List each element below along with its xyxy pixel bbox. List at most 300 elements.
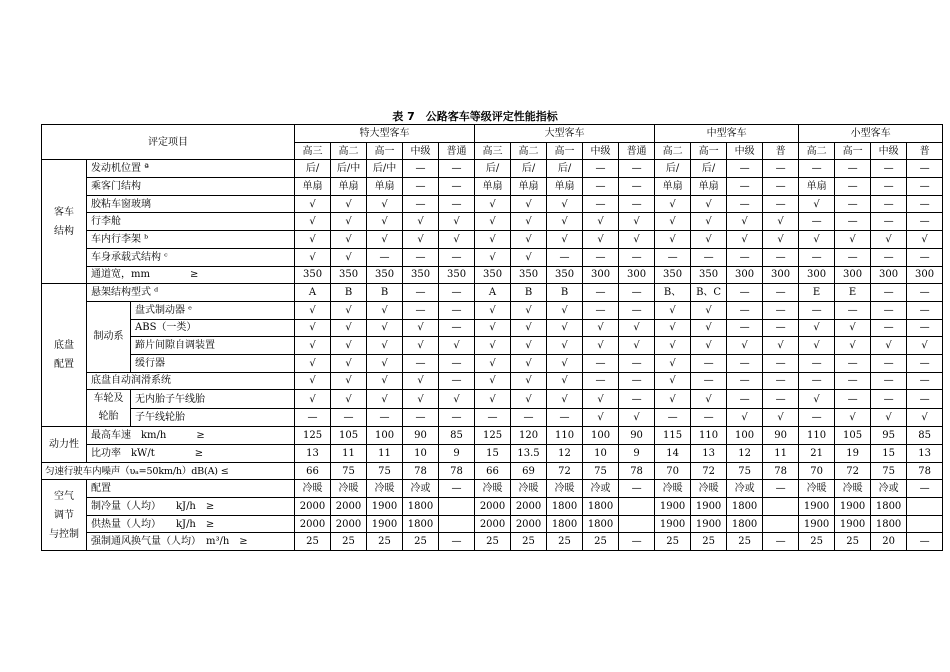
- table-cell: —: [439, 301, 475, 319]
- table-cell: 2000: [331, 515, 367, 533]
- table-cell: 单扇: [691, 178, 727, 196]
- table-row: [42, 319, 943, 337]
- table-cell: √: [511, 248, 547, 266]
- table-cell: —: [727, 354, 763, 372]
- header-group: 大型客车: [475, 125, 655, 143]
- table-cell: —: [439, 354, 475, 372]
- table-cell: 单扇: [511, 178, 547, 196]
- table-cell: 13: [691, 445, 727, 463]
- table-cell: —: [799, 248, 835, 266]
- table-cell: √: [439, 213, 475, 231]
- row-label: 最高车速 km/h ≥: [87, 427, 295, 445]
- table-cell: √: [331, 301, 367, 319]
- table-cell: 后/: [295, 160, 331, 178]
- table-cell: —: [763, 390, 799, 409]
- table-cell: 78: [763, 462, 799, 480]
- table-cell: 300: [871, 266, 907, 284]
- table-cell: —: [583, 372, 619, 390]
- table-cell: 9: [619, 445, 655, 463]
- table-cell: 110: [547, 427, 583, 445]
- table-cell: —: [367, 248, 403, 266]
- table-cell: —: [835, 178, 871, 196]
- table-cell: 冷暖: [655, 480, 691, 498]
- table-row: [42, 231, 943, 249]
- row-label: 悬架结构型式 ᵈ: [87, 284, 295, 302]
- header-grade: 高二: [331, 142, 367, 160]
- table-cell: —: [799, 372, 835, 390]
- table-cell: —: [583, 178, 619, 196]
- table-cell: 2000: [511, 515, 547, 533]
- table-cell: —: [331, 408, 367, 427]
- table-cell: —: [403, 195, 439, 213]
- table-cell: 13.5: [511, 445, 547, 463]
- table-cell: √: [691, 319, 727, 337]
- table-cell: √: [655, 390, 691, 409]
- table-row: [42, 462, 943, 480]
- table-cell: —: [871, 195, 907, 213]
- table-cell: —: [439, 408, 475, 427]
- table-cell: —: [763, 354, 799, 372]
- table-cell: √: [511, 319, 547, 337]
- table-cell: 25: [799, 533, 835, 551]
- table-cell: √: [295, 301, 331, 319]
- table-cell: —: [403, 160, 439, 178]
- table-cell: √: [367, 213, 403, 231]
- table-row: [42, 301, 943, 319]
- table-cell: —: [871, 372, 907, 390]
- table-cell: 单扇: [331, 178, 367, 196]
- table-cell: √: [547, 195, 583, 213]
- table-cell: 85: [439, 427, 475, 445]
- table-cell: √: [691, 337, 727, 355]
- table-cell: √: [727, 337, 763, 355]
- table-cell: —: [727, 372, 763, 390]
- table-cell: 冷或: [871, 480, 907, 498]
- table-cell: 后/中: [367, 160, 403, 178]
- table-cell: 2000: [475, 515, 511, 533]
- table-cell: —: [439, 178, 475, 196]
- header-grade: 普通: [439, 142, 475, 160]
- table-cell: √: [403, 337, 439, 355]
- header-grade: 高二: [655, 142, 691, 160]
- table-cell: 1800: [403, 515, 439, 533]
- table-cell: √: [439, 390, 475, 409]
- table-cell: —: [367, 408, 403, 427]
- table-row: [42, 427, 943, 445]
- table-cell: 105: [835, 427, 871, 445]
- row-label: 蹄片间隙自调装置: [131, 337, 295, 355]
- table-cell: √: [331, 354, 367, 372]
- table-cell: 25: [511, 533, 547, 551]
- table-cell: √: [403, 231, 439, 249]
- table-cell: 1800: [727, 498, 763, 516]
- table-row: [42, 408, 943, 427]
- table-cell: √: [655, 301, 691, 319]
- header-grade: 高一: [691, 142, 727, 160]
- table-cell: —: [619, 354, 655, 372]
- table-cell: 75: [871, 462, 907, 480]
- table-cell: √: [331, 337, 367, 355]
- table-cell: √: [547, 301, 583, 319]
- table-cell: —: [403, 284, 439, 302]
- table-cell: 1800: [871, 515, 907, 533]
- table-cell: —: [691, 354, 727, 372]
- table-cell: —: [907, 301, 943, 319]
- table-cell: 25: [691, 533, 727, 551]
- table-cell: 冷或: [727, 480, 763, 498]
- table-cell: 15: [871, 445, 907, 463]
- table-cell: √: [511, 231, 547, 249]
- header-grade: 高三: [475, 142, 511, 160]
- table-cell: 300: [799, 266, 835, 284]
- table-cell: 1800: [871, 498, 907, 516]
- table-cell: √: [547, 319, 583, 337]
- table-cell: 1900: [799, 515, 835, 533]
- table-cell: —: [835, 372, 871, 390]
- table-cell: A: [475, 284, 511, 302]
- table-cell: —: [763, 319, 799, 337]
- row-label: ABS（一类）: [131, 319, 295, 337]
- table-row: [42, 515, 943, 533]
- table-cell: √: [511, 301, 547, 319]
- table-cell: [763, 515, 799, 533]
- table-cell: √: [475, 354, 511, 372]
- table-cell: —: [835, 390, 871, 409]
- table-cell: 100: [367, 427, 403, 445]
- table-cell: —: [727, 390, 763, 409]
- table-cell: 后/中: [331, 160, 367, 178]
- table-cell: —: [763, 301, 799, 319]
- table-cell: 后/: [511, 160, 547, 178]
- table-cell: √: [475, 213, 511, 231]
- table-cell: 350: [547, 266, 583, 284]
- table-cell: 72: [691, 462, 727, 480]
- header-group: 特大型客车: [295, 125, 475, 143]
- table-cell: √: [655, 337, 691, 355]
- table-title: 表 7 公路客车等级评定性能指标: [392, 110, 558, 123]
- table-cell: B、: [655, 284, 691, 302]
- table-cell: 单扇: [655, 178, 691, 196]
- subcategory-wheel-line: 轮胎: [98, 411, 119, 423]
- table-cell: √: [619, 213, 655, 231]
- table-cell: √: [331, 390, 367, 409]
- table-cell: —: [907, 533, 943, 551]
- subcategory-brake: 制动系: [87, 301, 131, 372]
- table-cell: 78: [439, 462, 475, 480]
- table-cell: —: [871, 301, 907, 319]
- table-row: [42, 533, 943, 551]
- table-cell: 20: [871, 533, 907, 551]
- table-cell: √: [691, 301, 727, 319]
- table-cell: 1900: [691, 515, 727, 533]
- table-cell: 1900: [691, 498, 727, 516]
- table-cell: 300: [583, 266, 619, 284]
- table-cell: —: [727, 248, 763, 266]
- table-cell: —: [439, 284, 475, 302]
- table-cell: 15: [475, 445, 511, 463]
- row-label: 乘客门结构: [87, 178, 295, 196]
- table-cell: 冷暖: [295, 480, 331, 498]
- table-cell: —: [763, 195, 799, 213]
- table-cell: —: [907, 213, 943, 231]
- table-cell: √: [763, 213, 799, 231]
- table-cell: [439, 515, 475, 533]
- row-label: 无内胎子午线胎: [131, 390, 295, 409]
- table-cell: —: [907, 354, 943, 372]
- table-cell: √: [547, 372, 583, 390]
- header-grade: 普: [907, 142, 943, 160]
- table-cell: 单扇: [475, 178, 511, 196]
- table-cell: 78: [907, 462, 943, 480]
- table-cell: √: [295, 195, 331, 213]
- table-cell: √: [583, 213, 619, 231]
- table-cell: 115: [655, 427, 691, 445]
- table-cell: —: [871, 160, 907, 178]
- table-cell: √: [367, 354, 403, 372]
- table-cell: 25: [295, 533, 331, 551]
- header-grade: 普通: [619, 142, 655, 160]
- table-cell: √: [331, 319, 367, 337]
- table-cell: √: [475, 231, 511, 249]
- table-cell: —: [871, 390, 907, 409]
- table-row: [42, 284, 943, 302]
- table-cell: 72: [547, 462, 583, 480]
- table-cell: 冷暖: [367, 480, 403, 498]
- table-cell: √: [835, 319, 871, 337]
- table-cell: —: [727, 195, 763, 213]
- table-cell: —: [907, 178, 943, 196]
- table-cell: —: [655, 408, 691, 427]
- table-cell: √: [547, 213, 583, 231]
- table-cell: √: [727, 213, 763, 231]
- category-body-structure-line: 客车: [54, 206, 74, 218]
- table-cell: —: [403, 248, 439, 266]
- table-cell: √: [475, 372, 511, 390]
- table-cell: 70: [655, 462, 691, 480]
- header-grade: 高一: [367, 142, 403, 160]
- table-cell: —: [835, 213, 871, 231]
- table-cell: √: [367, 195, 403, 213]
- table-cell: 2000: [295, 515, 331, 533]
- table-cell: [763, 498, 799, 516]
- table-cell: 冷或: [403, 480, 439, 498]
- table-cell: 300: [907, 266, 943, 284]
- row-label: 配置: [87, 480, 295, 498]
- table-cell: 1800: [583, 515, 619, 533]
- table-cell: —: [439, 319, 475, 337]
- table-row: [42, 178, 943, 196]
- table-cell: 300: [763, 266, 799, 284]
- table-cell: √: [655, 372, 691, 390]
- table-cell: —: [727, 284, 763, 302]
- table-cell: —: [763, 533, 799, 551]
- table-cell: 120: [511, 427, 547, 445]
- table-cell: √: [619, 231, 655, 249]
- table-cell: 75: [331, 462, 367, 480]
- table-cell: √: [835, 231, 871, 249]
- table-cell: —: [295, 408, 331, 427]
- table-cell: √: [511, 195, 547, 213]
- table-row: [42, 195, 943, 213]
- table-cell: 单扇: [367, 178, 403, 196]
- table-cell: √: [691, 195, 727, 213]
- table-cell: —: [907, 372, 943, 390]
- table-cell: 110: [799, 427, 835, 445]
- table-cell: —: [439, 480, 475, 498]
- table-cell: —: [871, 284, 907, 302]
- table-cell: 冷暖: [691, 480, 727, 498]
- table-cell: 75: [727, 462, 763, 480]
- table-cell: √: [295, 231, 331, 249]
- table-row: [42, 498, 943, 516]
- table-cell: √: [439, 337, 475, 355]
- header-grade: 高二: [799, 142, 835, 160]
- table-cell: —: [763, 160, 799, 178]
- row-label: 子午线轮胎: [131, 408, 295, 427]
- table-cell: √: [799, 319, 835, 337]
- table-cell: 300: [727, 266, 763, 284]
- table-cell: √: [331, 195, 367, 213]
- table-cell: √: [907, 337, 943, 355]
- table-cell: √: [871, 337, 907, 355]
- table-cell: —: [619, 178, 655, 196]
- table-cell: —: [907, 248, 943, 266]
- table-cell: 25: [475, 533, 511, 551]
- table-cell: √: [331, 213, 367, 231]
- table-cell: √: [547, 231, 583, 249]
- table-cell: √: [655, 354, 691, 372]
- table-cell: —: [691, 248, 727, 266]
- table-cell: √: [583, 319, 619, 337]
- table-cell: 85: [907, 427, 943, 445]
- table-cell: —: [619, 533, 655, 551]
- header-grade: 高三: [295, 142, 331, 160]
- table-cell: √: [367, 337, 403, 355]
- table-cell: 冷暖: [835, 480, 871, 498]
- table-cell: 110: [691, 427, 727, 445]
- table-cell: —: [403, 178, 439, 196]
- category-chassis-line: 配置: [54, 359, 74, 371]
- table-cell: —: [835, 195, 871, 213]
- table-cell: √: [511, 372, 547, 390]
- table-cell: √: [583, 390, 619, 409]
- table-cell: —: [619, 160, 655, 178]
- table-row: [42, 213, 943, 231]
- row-label: 胶粘车窗玻璃: [87, 195, 295, 213]
- table-cell: 350: [295, 266, 331, 284]
- table-cell: 1800: [547, 515, 583, 533]
- table-cell: √: [835, 337, 871, 355]
- table-cell: √: [763, 337, 799, 355]
- subcategory-wheel-line: 车轮及: [93, 393, 124, 405]
- table-cell: —: [691, 372, 727, 390]
- table-cell: —: [871, 178, 907, 196]
- table-cell: √: [295, 213, 331, 231]
- table-cell: √: [295, 372, 331, 390]
- table-cell: √: [655, 195, 691, 213]
- table-cell: —: [619, 248, 655, 266]
- row-label: 车内行李架 ᵇ: [87, 231, 295, 249]
- category-chassis-line: 底盘: [54, 340, 74, 352]
- table-cell: —: [619, 480, 655, 498]
- row-label-noise: 匀速行驶车内噪声（υₐ=50km/h）dB(A) ≤: [42, 462, 295, 480]
- table-cell: —: [907, 284, 943, 302]
- table-cell: 25: [547, 533, 583, 551]
- table-row: [42, 445, 943, 463]
- table-cell: √: [475, 301, 511, 319]
- table-cell: 19: [835, 445, 871, 463]
- table-cell: A: [295, 284, 331, 302]
- table-cell: 11: [367, 445, 403, 463]
- table-cell: √: [511, 354, 547, 372]
- table-cell: √: [475, 337, 511, 355]
- table-cell: √: [403, 390, 439, 409]
- table-cell: 350: [439, 266, 475, 284]
- table-cell: 后/: [691, 160, 727, 178]
- table-cell: 300: [835, 266, 871, 284]
- table-cell: 冷暖: [511, 480, 547, 498]
- row-label: 通道宽，mm ≥: [87, 266, 295, 284]
- table-cell: B: [367, 284, 403, 302]
- category-air-conditioning-line: 空气: [54, 490, 74, 502]
- row-label: 行李舱: [87, 213, 295, 231]
- table-cell: —: [583, 284, 619, 302]
- table-cell: —: [583, 195, 619, 213]
- header-grade: 中级: [727, 142, 763, 160]
- table-row: [42, 390, 943, 409]
- table-cell: √: [619, 319, 655, 337]
- table-cell: 1900: [799, 498, 835, 516]
- header-grade: 中级: [871, 142, 907, 160]
- table-cell: —: [763, 248, 799, 266]
- table-cell: √: [295, 319, 331, 337]
- table-cell: 75: [367, 462, 403, 480]
- table-cell: 350: [367, 266, 403, 284]
- table-cell: 冷暖: [547, 480, 583, 498]
- table-cell: √: [691, 390, 727, 409]
- table-cell: √: [331, 248, 367, 266]
- table-cell: √: [367, 319, 403, 337]
- row-label: 车身承载式结构 ᶜ: [87, 248, 295, 266]
- table-cell: 350: [331, 266, 367, 284]
- table-cell: 66: [295, 462, 331, 480]
- table-cell: E: [799, 284, 835, 302]
- header-row-groups: [42, 125, 943, 143]
- table-cell: √: [295, 390, 331, 409]
- table-cell: —: [583, 354, 619, 372]
- table-cell: 后/: [547, 160, 583, 178]
- table-cell: —: [799, 301, 835, 319]
- table-cell: —: [439, 248, 475, 266]
- table-cell: √: [727, 231, 763, 249]
- table-cell: —: [799, 160, 835, 178]
- table-cell: —: [619, 390, 655, 409]
- table-cell: √: [655, 213, 691, 231]
- table-cell: √: [799, 195, 835, 213]
- table-cell: 78: [619, 462, 655, 480]
- table-row: [42, 372, 943, 390]
- category-body-structure-line: 结构: [54, 225, 74, 237]
- table-cell: √: [439, 231, 475, 249]
- category-air-conditioning: [42, 480, 87, 551]
- table-cell: √: [907, 408, 943, 427]
- table-cell: —: [763, 284, 799, 302]
- table-cell: √: [583, 408, 619, 427]
- table-cell: √: [367, 372, 403, 390]
- table-cell: √: [763, 408, 799, 427]
- table-cell: [619, 515, 655, 533]
- table-cell: [907, 498, 943, 516]
